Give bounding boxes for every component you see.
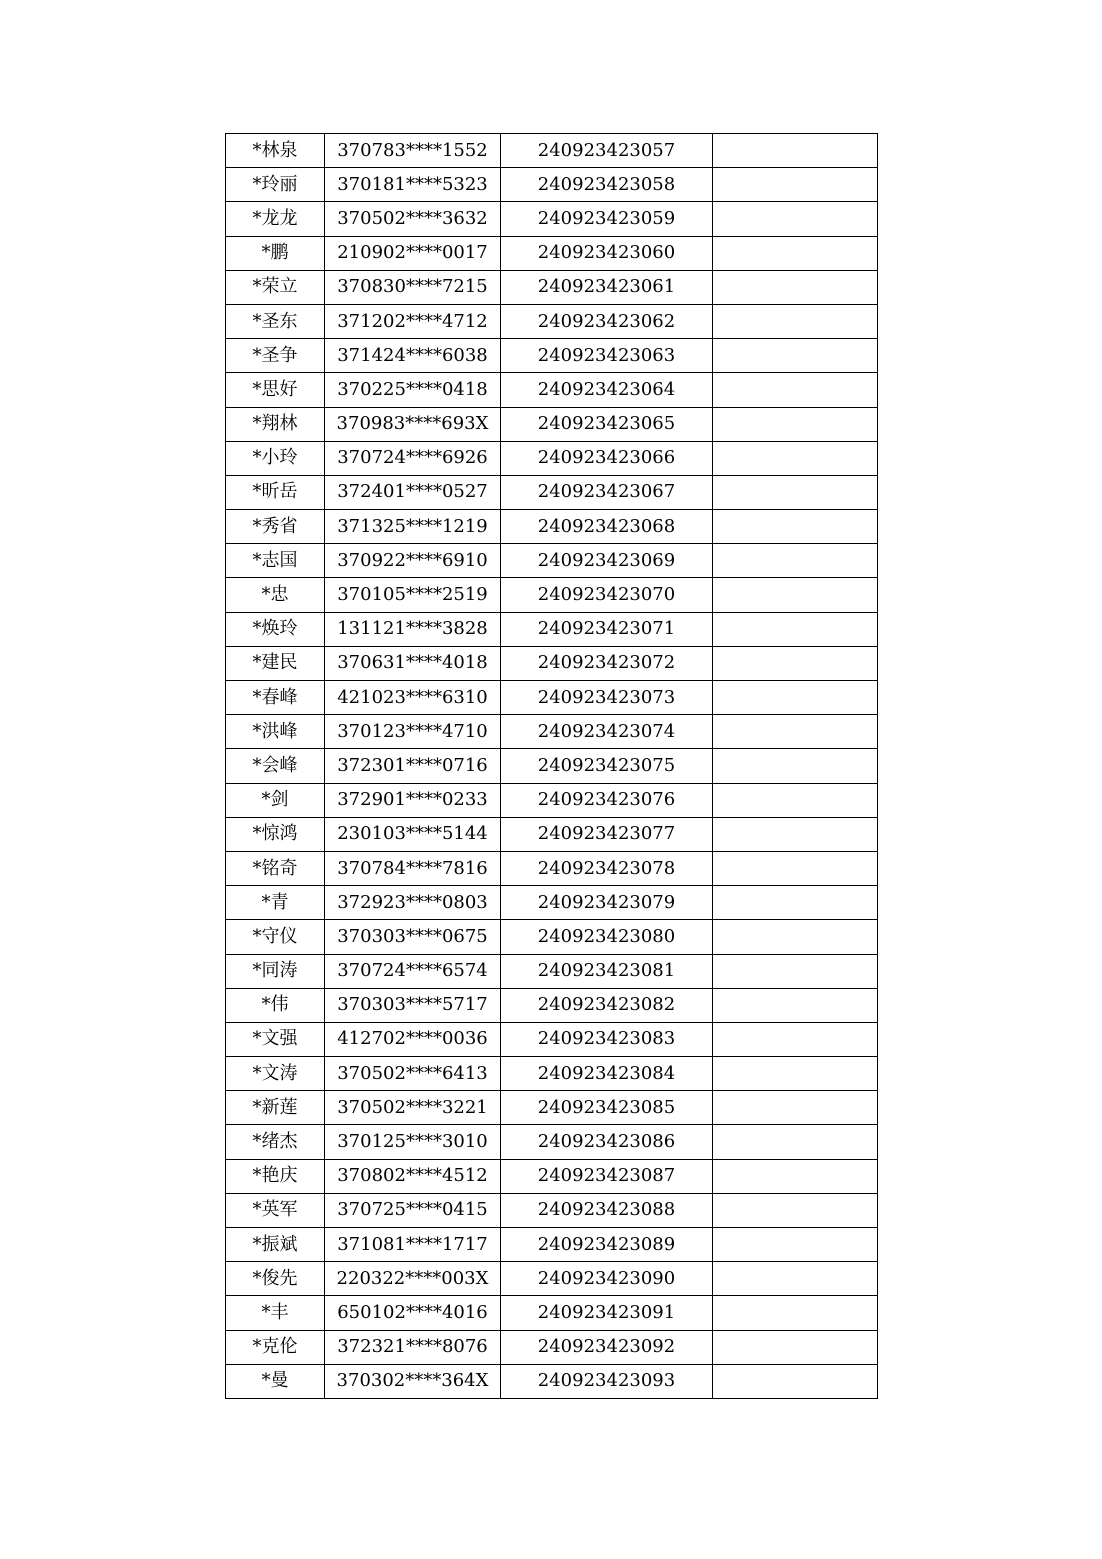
serial-number-cell: 240923423076 (501, 783, 713, 817)
serial-number-cell: 240923423073 (501, 681, 713, 715)
serial-number-cell: 240923423071 (501, 612, 713, 646)
name-cell: *守仪 (226, 920, 325, 954)
serial-number-cell: 240923423093 (501, 1364, 713, 1398)
table-row (226, 646, 878, 680)
serial-number-cell: 240923423060 (501, 236, 713, 270)
table-row (226, 475, 878, 509)
name-cell: *丰 (226, 1296, 325, 1330)
serial-number-cell: 240923423083 (501, 1022, 713, 1056)
remark-cell (713, 817, 878, 851)
table-row (226, 373, 878, 407)
serial-number-cell: 240923423059 (501, 202, 713, 236)
name-cell: *铭奇 (226, 851, 325, 885)
remark-cell (713, 851, 878, 885)
id-number-cell: 372923****0803 (325, 886, 501, 920)
serial-number-cell: 240923423081 (501, 954, 713, 988)
serial-number-cell: 240923423062 (501, 304, 713, 338)
remark-cell (713, 134, 878, 168)
id-number-cell: 210902****0017 (325, 236, 501, 270)
remark-cell (713, 202, 878, 236)
name-cell: *圣争 (226, 339, 325, 373)
name-cell: *忠 (226, 578, 325, 612)
remark-cell (713, 441, 878, 475)
serial-number-cell: 240923423079 (501, 886, 713, 920)
serial-number-cell: 240923423072 (501, 646, 713, 680)
id-number-cell: 370784****7816 (325, 851, 501, 885)
id-number-cell: 371424****6038 (325, 339, 501, 373)
remark-cell (713, 1022, 878, 1056)
name-cell: *青 (226, 886, 325, 920)
id-number-cell: 370125****3010 (325, 1125, 501, 1159)
table-row (226, 886, 878, 920)
name-cell: *新莲 (226, 1091, 325, 1125)
table-row (226, 920, 878, 954)
table-row (226, 510, 878, 544)
name-cell: *振斌 (226, 1228, 325, 1262)
table-row (226, 407, 878, 441)
id-number-cell: 412702****0036 (325, 1022, 501, 1056)
table-row (226, 1262, 878, 1296)
id-number-cell: 372321****8076 (325, 1330, 501, 1364)
remark-cell (713, 373, 878, 407)
serial-number-cell: 240923423057 (501, 134, 713, 168)
id-number-cell: 230103****5144 (325, 817, 501, 851)
name-cell: *文涛 (226, 1057, 325, 1091)
id-number-cell: 371081****1717 (325, 1228, 501, 1262)
table-row (226, 954, 878, 988)
remark-cell (713, 1159, 878, 1193)
serial-number-cell: 240923423092 (501, 1330, 713, 1364)
id-number-cell: 370983****693X (325, 407, 501, 441)
id-number-cell: 370303****5717 (325, 988, 501, 1022)
remark-cell (713, 1193, 878, 1227)
serial-number-cell: 240923423067 (501, 475, 713, 509)
name-cell: *会峰 (226, 749, 325, 783)
serial-number-cell: 240923423080 (501, 920, 713, 954)
serial-number-cell: 240923423088 (501, 1193, 713, 1227)
table-row (226, 1057, 878, 1091)
serial-number-cell: 240923423077 (501, 817, 713, 851)
serial-number-cell: 240923423064 (501, 373, 713, 407)
remark-cell (713, 783, 878, 817)
name-cell: *小玲 (226, 441, 325, 475)
id-number-cell: 372301****0716 (325, 749, 501, 783)
serial-number-cell: 240923423069 (501, 544, 713, 578)
remark-cell (713, 510, 878, 544)
id-number-cell: 370123****4710 (325, 715, 501, 749)
name-cell: *荣立 (226, 270, 325, 304)
id-number-cell: 650102****4016 (325, 1296, 501, 1330)
id-number-cell: 370225****0418 (325, 373, 501, 407)
name-cell: *伟 (226, 988, 325, 1022)
remark-cell (713, 954, 878, 988)
id-number-cell: 370724****6926 (325, 441, 501, 475)
name-cell: *林泉 (226, 134, 325, 168)
table-row (226, 1159, 878, 1193)
name-cell: *建民 (226, 646, 325, 680)
remark-cell (713, 544, 878, 578)
serial-number-cell: 240923423091 (501, 1296, 713, 1330)
serial-number-cell: 240923423089 (501, 1228, 713, 1262)
remark-cell (713, 715, 878, 749)
table-row (226, 202, 878, 236)
table-row (226, 236, 878, 270)
remark-cell (713, 1296, 878, 1330)
table-row (226, 1330, 878, 1364)
serial-number-cell: 240923423070 (501, 578, 713, 612)
serial-number-cell: 240923423090 (501, 1262, 713, 1296)
table-row (226, 304, 878, 338)
remark-cell (713, 1262, 878, 1296)
id-number-cell: 371325****1219 (325, 510, 501, 544)
table-row (226, 578, 878, 612)
name-cell: *英军 (226, 1193, 325, 1227)
table-row (226, 1228, 878, 1262)
id-number-cell: 131121****3828 (325, 612, 501, 646)
table-row (226, 783, 878, 817)
table-row (226, 168, 878, 202)
remark-cell (713, 1364, 878, 1398)
name-cell: *翔林 (226, 407, 325, 441)
id-number-cell: 370302****364X (325, 1364, 501, 1398)
name-cell: *剑 (226, 783, 325, 817)
serial-number-cell: 240923423066 (501, 441, 713, 475)
remark-cell (713, 1057, 878, 1091)
table-row (226, 270, 878, 304)
id-number-cell: 370783****1552 (325, 134, 501, 168)
serial-number-cell: 240923423058 (501, 168, 713, 202)
remark-cell (713, 1228, 878, 1262)
name-cell: *俊先 (226, 1262, 325, 1296)
remark-cell (713, 475, 878, 509)
name-cell: *圣东 (226, 304, 325, 338)
id-number-cell: 370502****6413 (325, 1057, 501, 1091)
serial-number-cell: 240923423074 (501, 715, 713, 749)
remark-cell (713, 1330, 878, 1364)
id-number-cell: 370502****3632 (325, 202, 501, 236)
id-number-cell: 370631****4018 (325, 646, 501, 680)
records-table (225, 133, 878, 1399)
serial-number-cell: 240923423075 (501, 749, 713, 783)
remark-cell (713, 646, 878, 680)
id-number-cell: 220322****003X (325, 1262, 501, 1296)
remark-cell (713, 681, 878, 715)
remark-cell (713, 1125, 878, 1159)
name-cell: *洪峰 (226, 715, 325, 749)
name-cell: *焕玲 (226, 612, 325, 646)
serial-number-cell: 240923423063 (501, 339, 713, 373)
id-number-cell: 370802****4512 (325, 1159, 501, 1193)
id-number-cell: 370725****0415 (325, 1193, 501, 1227)
table-row (226, 1091, 878, 1125)
name-cell: *克伦 (226, 1330, 325, 1364)
name-cell: *春峰 (226, 681, 325, 715)
table-row (226, 988, 878, 1022)
name-cell: *鹏 (226, 236, 325, 270)
id-number-cell: 370724****6574 (325, 954, 501, 988)
remark-cell (713, 304, 878, 338)
table-row (226, 1193, 878, 1227)
serial-number-cell: 240923423086 (501, 1125, 713, 1159)
id-number-cell: 370830****7215 (325, 270, 501, 304)
serial-number-cell: 240923423084 (501, 1057, 713, 1091)
name-cell: *昕岳 (226, 475, 325, 509)
name-cell: *志国 (226, 544, 325, 578)
name-cell: *龙龙 (226, 202, 325, 236)
id-number-cell: 370922****6910 (325, 544, 501, 578)
table-row (226, 1125, 878, 1159)
name-cell: *惊鸿 (226, 817, 325, 851)
name-cell: *同涛 (226, 954, 325, 988)
remark-cell (713, 236, 878, 270)
remark-cell (713, 886, 878, 920)
serial-number-cell: 240923423087 (501, 1159, 713, 1193)
serial-number-cell: 240923423061 (501, 270, 713, 304)
serial-number-cell: 240923423085 (501, 1091, 713, 1125)
table-row (226, 441, 878, 475)
serial-number-cell: 240923423068 (501, 510, 713, 544)
remark-cell (713, 339, 878, 373)
id-number-cell: 370502****3221 (325, 1091, 501, 1125)
serial-number-cell: 240923423078 (501, 851, 713, 885)
name-cell: *文强 (226, 1022, 325, 1056)
table-row (226, 1364, 878, 1398)
remark-cell (713, 578, 878, 612)
table-row (226, 612, 878, 646)
table-row (226, 1022, 878, 1056)
id-number-cell: 421023****6310 (325, 681, 501, 715)
name-cell: *曼 (226, 1364, 325, 1398)
id-number-cell: 370303****0675 (325, 920, 501, 954)
serial-number-cell: 240923423082 (501, 988, 713, 1022)
name-cell: *思好 (226, 373, 325, 407)
id-number-cell: 372901****0233 (325, 783, 501, 817)
table-row (226, 749, 878, 783)
id-number-cell: 370181****5323 (325, 168, 501, 202)
remark-cell (713, 988, 878, 1022)
name-cell: *艳庆 (226, 1159, 325, 1193)
table-row (226, 544, 878, 578)
serial-number-cell: 240923423065 (501, 407, 713, 441)
remark-cell (713, 612, 878, 646)
remark-cell (713, 920, 878, 954)
table-row (226, 339, 878, 373)
records-table-body (226, 134, 878, 1399)
table-row (226, 681, 878, 715)
table-row (226, 851, 878, 885)
name-cell: *秀省 (226, 510, 325, 544)
table-row (226, 715, 878, 749)
name-cell: *玲丽 (226, 168, 325, 202)
remark-cell (713, 407, 878, 441)
table-row (226, 817, 878, 851)
id-number-cell: 372401****0527 (325, 475, 501, 509)
table-row (226, 1296, 878, 1330)
table-row (226, 134, 878, 168)
id-number-cell: 371202****4712 (325, 304, 501, 338)
remark-cell (713, 168, 878, 202)
id-number-cell: 370105****2519 (325, 578, 501, 612)
name-cell: *绪杰 (226, 1125, 325, 1159)
remark-cell (713, 749, 878, 783)
remark-cell (713, 270, 878, 304)
remark-cell (713, 1091, 878, 1125)
